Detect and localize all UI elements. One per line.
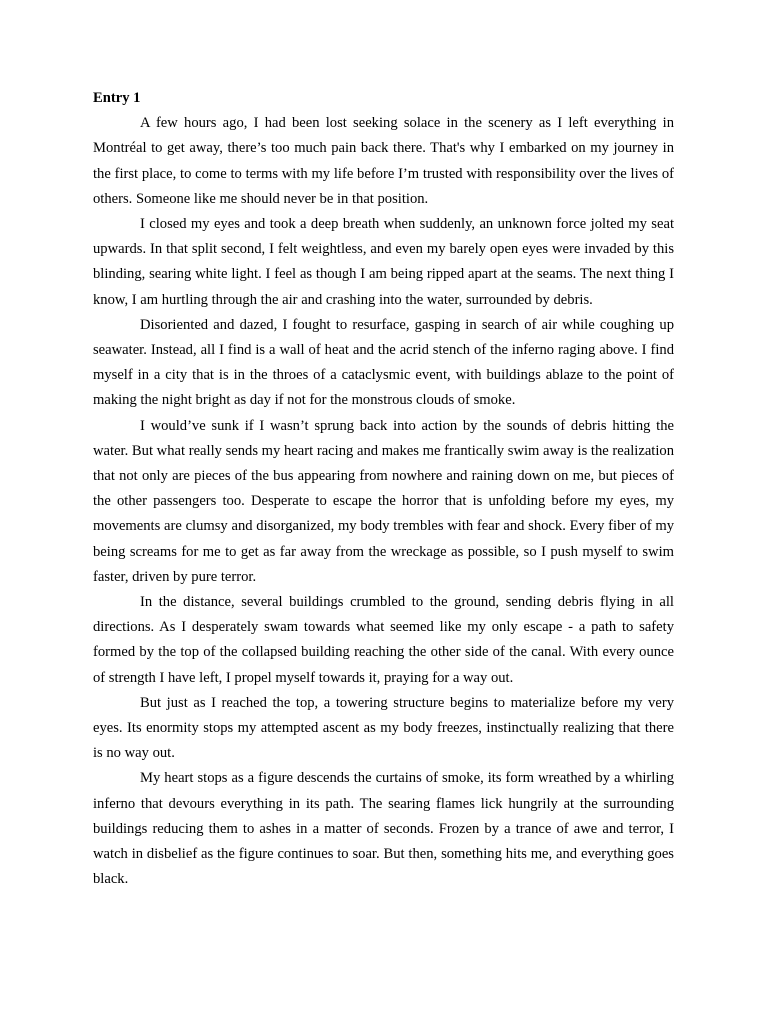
- paragraph: My heart stops as a figure descends the curtains of smoke, its form wreathed by a whirling inferno that devours everything in its path. The searing flames lick hungrily at the surrounding buildings reducing them to ashes in a matter of seconds. Frozen by a trance of awe and terror, I watch in disbelief as the figure continues to soar. But then, something hits me, and everything goes black.: [93, 770, 674, 888]
- paragraph: Disoriented and dazed, I fought to resurface, gasping in search of air while coughing up seawater. Instead, all I find is a wall of heat and the acrid stench of the inferno raging above. I find myself in a city that is in the throes of a cataclysmic event, with buildings ablaze to the point of making the night bright as day if not for the monstrous clouds of smoke.: [93, 316, 674, 409]
- paragraph: But just as I reached the top, a towering structure begins to materialize before my very eyes. Its enormity stops my attempted ascent as my body freezes, instinctually realizing that there is no way out.: [93, 694, 674, 762]
- paragraph: I would’ve sunk if I wasn’t sprung back into action by the sounds of debris hitting the water. But what really sends my heart racing and makes me frantically swim away is the realization that not only are pieces of the bus appearing from nowhere and raining down on me, but pieces of the other passengers too. Desperate to escape the horror that is unfolding before my eyes, my movements are clumsy and disorganized, my body trembles with fear and shock. Every fiber of my being screams for me to get as far away from the wreckage as possible, so I push myself to swim faster, driven by pure terror.: [93, 417, 674, 585]
- paragraph: In the distance, several buildings crumbled to the ground, sending debris flying in all directions. As I desperately swam towards what seemed like my only escape - a path to safety formed by the top of the collapsed building reaching the other side of the canal. With every ounce of strength I have left, I propel myself towards it, praying for a way out.: [93, 594, 674, 686]
- paragraph: A few hours ago, I had been lost seeking solace in the scenery as I left everything in Montréal to get away, there’s too much pain back there. That's why I embarked on my journey in the first place, to come to terms with my life before I’m trusted with responsibility over the lives of others. Someone like me should never be in that position.: [93, 115, 674, 207]
- paragraph: I closed my eyes and took a deep breath when suddenly, an unknown force jolted my seat upwards. In that split second, I felt weightless, and even my barely open eyes were invaded by this blinding, searing white light. I feel as though I am being ripped apart at the seams. The next thing I know, I am hurtling through the air and crashing into the water, surrounded by debris.: [93, 216, 674, 308]
- entry-title: Entry 1: [93, 90, 141, 106]
- document-body: [93, 86, 674, 893]
